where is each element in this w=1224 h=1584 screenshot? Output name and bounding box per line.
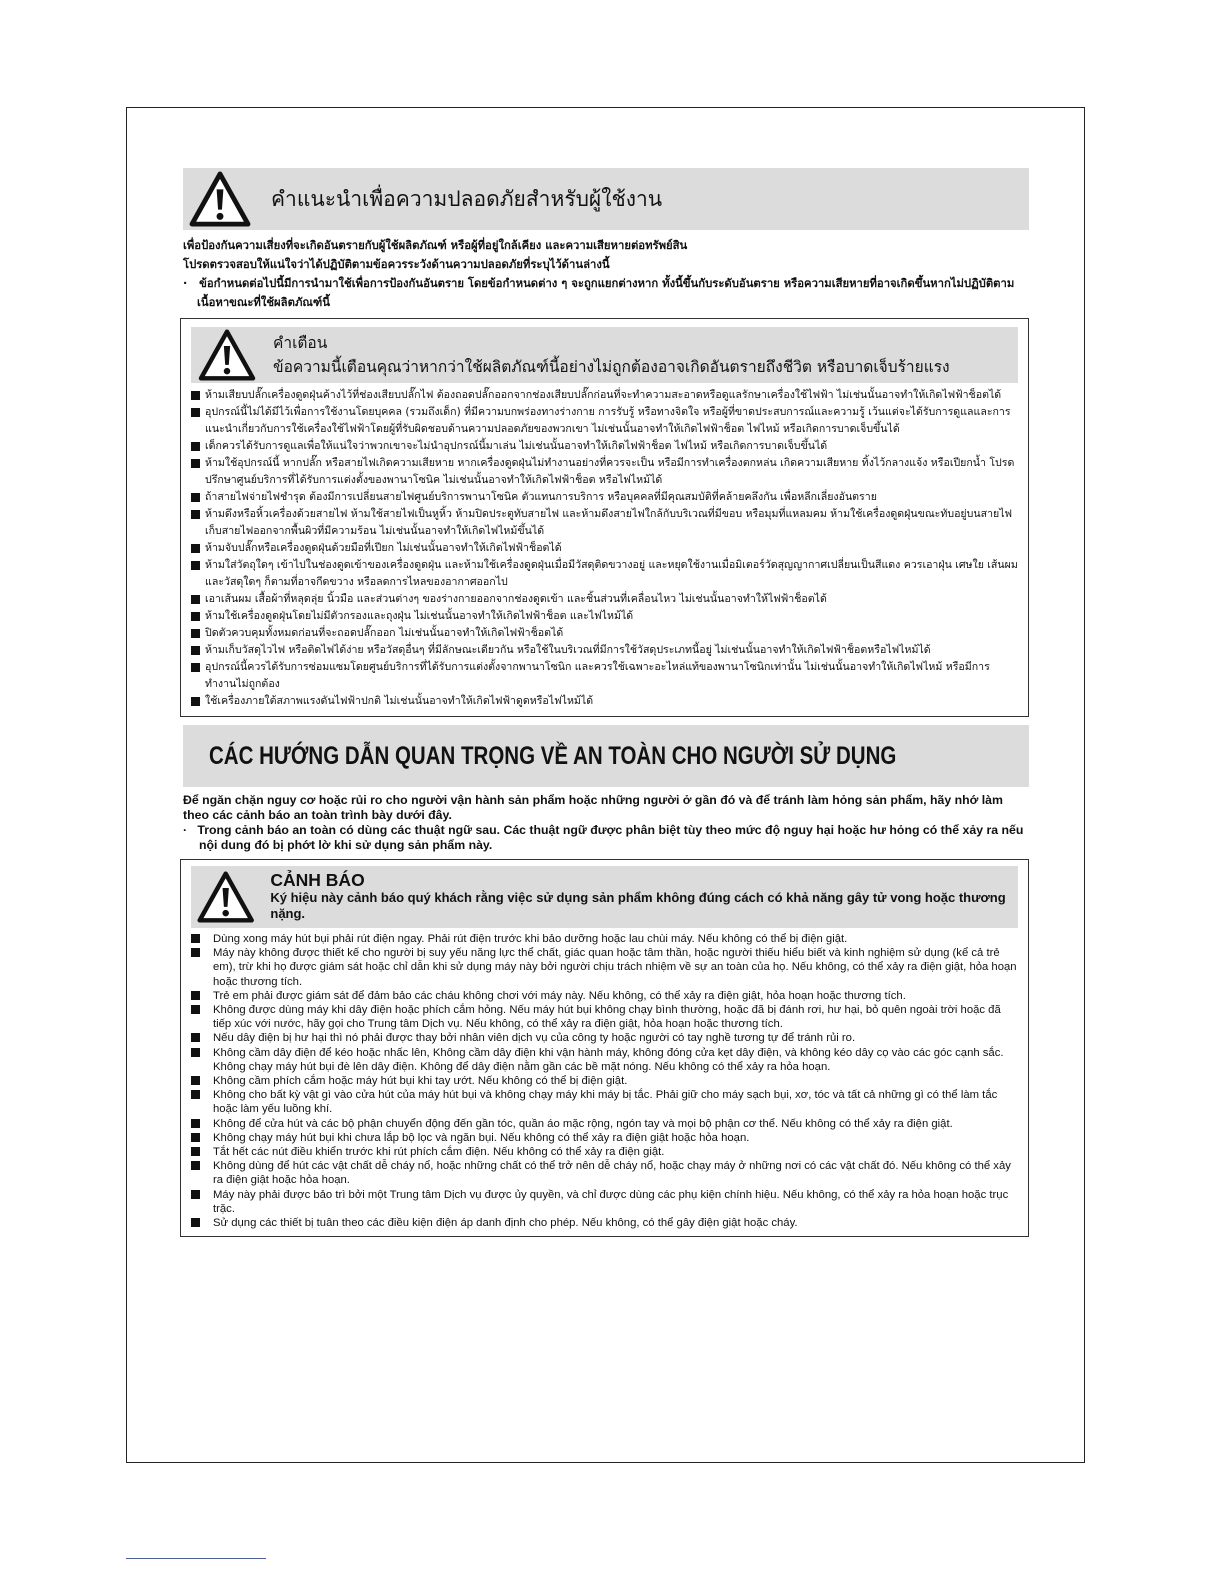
list-item-text: เอาเส้นผม เสื้อผ้าที่หลุดลุ่ย นิ้วมือ และส่วนต่างๆ ของร่างกายออกจากช่องดูดเข้า และชิ้นส่วนที่เคลื่อนไหว ไม่เช่นนั้นอาจทำให้ไฟฟ้าช็อตได้ xyxy=(205,593,827,605)
list-item-text: Trẻ em phải được giám sát để đảm bảo các cháu không chơi với máy này. Nếu không, có thể xảy ra điện giật, hỏa hoạn hoặc thương tích. xyxy=(213,989,906,1002)
list-item-text: ห้ามจับปลั๊กหรือเครื่องดูดฝุ่นด้วยมือที่เปียก ไม่เช่นนั้นอาจทำให้เกิดไฟฟ้าช็อตได้ xyxy=(205,542,562,554)
list-item xyxy=(191,591,1018,608)
list-item-text: ห้ามดึงหรือหิ้วเครื่องด้วยสายไฟ ห้ามใช้สายไฟเป็นหูหิ้ว ห้ามปิดประตูทับสายไฟ และห้ามดึงสายไฟใกล้กับบริเวณที่มีขอบ หรือมุมที่แหลมคม ห้ามใช้เครื่องดูดฝุ่นขณะทับอยู่บนสายไฟ เก็บสายไฟออกจากพื้นผิวที่มีความร้อน ไม่เช่นนั้นอาจทำให้เกิดไฟไหม้ขึ้นได้ xyxy=(205,508,1013,537)
thai-warning-heading xyxy=(273,331,950,379)
square-bullet-icon xyxy=(191,595,200,604)
square-bullet-icon xyxy=(191,1218,200,1227)
list-item-text: ห้ามใช้อุปกรณ์นี้ หากปลั๊ก หรือสายไฟเกิดความเสียหาย หากเครื่องดูดฝุ่นไม่ทำงานอย่างที่ควรจะเป็น หรือมีการทำเครื่องตกหล่น เกิดความเสียหาย ทิ้งไว้กลางแจ้ง หรือเปียกน้ำ โปรดปรึกษาศูนย์บริการที่ได้รับการแต่งตั้งของพานาโซนิค ไม่เช่นนั้นอาจทำให้เกิดไฟฟ้าช็อต หรือไฟไหม้ได้ xyxy=(205,457,1015,486)
list-item xyxy=(191,1145,1018,1159)
square-bullet-icon xyxy=(191,442,200,451)
thai-intro-bullet-text: ข้อกำหนดต่อไปนี้มีการนำมาใช้เพื่อการป้องกันอันตราย โดยข้อกำหนดต่าง ๆ จะถูกแยกต่างหาก ทั้งนี้ขึ้นกับระดับอันตราย หรือความเสียหายที่อาจเกิดขึ้นหากไม่ปฏิบัติตามเนื้อหาขณะที่ใช้ผลิตภัณฑ์นี้ xyxy=(197,277,1015,309)
vietnamese-intro xyxy=(183,793,1029,853)
safety-content xyxy=(183,168,1029,1237)
list-item-text: Nếu dây điện bị hư hại thì nó phải được thay bởi nhân viên dịch vụ của công ty hoặc người có tay nghề tương tự để tránh rủi ro. xyxy=(213,1032,856,1045)
thai-intro xyxy=(183,236,1029,312)
list-item-text: Máy này phải được bảo trì bởi một Trung tâm Dịch vụ được ủy quyền, và chỉ được dùng các phụ kiện chính hiệu. Nếu không, có thể xảy ra hỏa hoạn hoặc trục trặc. xyxy=(213,1188,1009,1215)
list-item xyxy=(191,1216,1018,1230)
thai-intro-line-1: เพื่อป้องกันความเสี่ยงที่จะเกิดอันตรายกับผู้ใช้ผลิตภัณฑ์ หรือผู้ที่อยู่ใกล้เคียง และความเสียหายต่อทรัพย์สิน xyxy=(183,239,688,252)
list-item xyxy=(191,455,1018,489)
vietnamese-intro-line: Để ngăn chặn nguy cơ hoặc rủi ro cho người vận hành sản phẩm hoặc những người ở gần đó và để tránh làm hỏng sản phẩm, hãy nhớ làm theo các cảnh báo an toàn trình bày dưới đây. xyxy=(183,793,1003,822)
square-bullet-icon xyxy=(191,1090,200,1099)
list-item xyxy=(191,438,1018,455)
square-bullet-icon xyxy=(191,1133,200,1142)
square-bullet-icon xyxy=(191,1005,200,1014)
list-item xyxy=(191,1088,1018,1116)
list-item xyxy=(191,989,1018,1003)
list-item-text: Không cho bất kỳ vật gì vào cửa hút của máy hút bụi và không chạy máy khi máy bị tắc. Phải giữ cho máy sạch bụi, xơ, tóc và tất cả những gì có thể làm tắc hoặc làm yếu luồng khí. xyxy=(213,1089,998,1116)
vietnamese-warning-title: CẢNH BÁO xyxy=(270,870,365,890)
list-item-text: ถ้าสายไฟจ่ายไฟชำรุด ต้องมีการเปลี่ยนสายไฟศูนย์บริการพานาโซนิค ตัวแทนการบริการ หรือบุคคลที่มีคุณสมบัติที่คล้ายคลึงกัน เพื่อหลีกเลี่ยงอันตราย xyxy=(205,491,877,503)
list-item xyxy=(191,1159,1018,1187)
square-bullet-icon xyxy=(191,697,200,706)
thai-warning-list xyxy=(191,387,1018,710)
square-bullet-icon xyxy=(191,544,200,553)
square-bullet-icon xyxy=(191,459,200,468)
list-item-text: Không cầm dây điện để kéo hoặc nhấc lên, Không cầm dây điện khi vận hành máy, không đóng cửa kẹt dây điện, và không kéo dây cọ vào các góc cạnh sắc. Không chạy máy hút bụi đè lên dây điện. Không để dây điện nằm gần các bề mặt nóng. Nếu không có thể xảy ra hỏa hoạn. xyxy=(213,1046,1004,1073)
square-bullet-icon xyxy=(191,1033,200,1042)
list-item xyxy=(191,404,1018,438)
square-bullet-icon xyxy=(191,1161,200,1170)
list-item xyxy=(191,608,1018,625)
list-item-text: ปิดตัวควบคุมทั้งหมดก่อนที่จะถอดปลั๊กออก ไม่เช่นนั้นอาจทำให้เกิดไฟฟ้าช็อตได้ xyxy=(205,627,564,639)
vietnamese-title-banner xyxy=(183,725,1029,787)
vietnamese-warning-subtitle: Ký hiệu này cảnh báo quý khách rằng việc sử dụng sản phẩm không đúng cách có khả năng gây tử vong hoặc thương nặng. xyxy=(270,890,1006,921)
vietnamese-section xyxy=(183,725,1029,1237)
vietnamese-warning-banner xyxy=(191,866,1018,928)
list-item xyxy=(191,387,1018,404)
square-bullet-icon xyxy=(191,663,200,672)
list-item xyxy=(191,1046,1018,1074)
list-item-text: Dùng xong máy hút bụi phải rút điện ngay. Phải rút điện trước khi bảo dưỡng hoặc lau chùi máy. Nếu không có thể bị điện giật. xyxy=(213,933,848,945)
list-item xyxy=(191,540,1018,557)
square-bullet-icon xyxy=(191,391,200,400)
list-item-text: Không để cửa hút và các bộ phận chuyển động đến gần tóc, quần áo mặc rộng, ngón tay và mọi bộ phận cơ thể. Nếu không có thể xảy ra điện giật. xyxy=(213,1117,953,1130)
square-bullet-icon xyxy=(191,612,200,621)
list-item xyxy=(191,659,1018,693)
list-item-text: ห้ามใส่วัตถุใดๆ เข้าไปในช่องดูดเข้าของเครื่องดูดฝุ่น และห้ามใช้เครื่องดูดฝุ่นเมื่อมีวัสดุติดขวางอยู่ และหยุดใช้งานเมื่อมิเตอร์วัดสุญญากาศเปลี่ยนเป็นสีแดง ควรเอาฝุ่น เศษใย เส้นผม และวัสดุใดๆ ก็ตามที่อาจกีดขวาง หรือลดการไหลของอากาศออกไป xyxy=(205,559,1018,588)
square-bullet-icon xyxy=(191,493,200,502)
list-item-text: Tắt hết các nút điều khiển trước khi rút phích cắm điện. Nếu không có thể xảy ra điện giật. xyxy=(213,1146,665,1159)
thai-warning-subtitle: ข้อความนี้เตือนคุณว่าหากว่าใช้ผลิตภัณฑ์นี้อย่างไม่ถูกต้องอาจเกิดอันตรายถึงชีวิต หรือบาดเจ็บร้ายแรง xyxy=(273,358,950,376)
list-item xyxy=(191,625,1018,642)
list-item-text: ใช้เครื่องภายใต้สภาพแรงดันไฟฟ้าปกติ ไม่เช่นนั้นอาจทำให้เกิดไฟฟ้าดูดหรือไฟไหม้ได้ xyxy=(205,695,594,707)
thai-intro-line-2: โปรดตรวจสอบให้แน่ใจว่าได้ปฏิบัติตามข้อควรระวังด้านความปลอดภัยที่ระบุไว้ด้านล่างนี้ xyxy=(183,258,610,271)
thai-warning-box xyxy=(180,318,1029,717)
thai-title: คำแนะนำเพื่อความปลอดภัยสำหรับผู้ใช้งาน xyxy=(271,186,663,211)
list-item xyxy=(191,693,1018,710)
list-item-text: Không dùng để hút các vật chất dễ cháy nổ, hoặc những chất có thể trở nên dễ cháy nổ, hoặc chạy máy ở những nơi có các vật chất đó. Nếu không có thể xảy ra điện giật hoặc hỏa hoạn. xyxy=(213,1160,1011,1187)
warning-triangle-icon xyxy=(189,171,251,227)
list-item-text: Máy này không được thiết kế cho người bị suy yếu năng lực thể chất, giác quan hoặc tâm thần, hoặc người thiếu hiểu biết và kinh nghiệm sử dụng (kể cả trẻ em), trừ khi họ được giám sát hoặc chỉ dẫn khi sử dụng máy này bởi người chịu trách nhiệm về sự an toàn của họ. Nếu không, có thể xảy ra điện giật, hỏa hoạn hoặc thương tích. xyxy=(213,947,1017,988)
list-item xyxy=(191,932,1018,946)
list-item-text: เด็กควรได้รับการดูแลเพื่อให้แน่ใจว่าพวกเขาจะไม่นำอุปกรณ์นี้มาเล่น ไม่เช่นนั้นอาจทำให้เกิดไฟฟ้าช็อต ไฟไหม้ หรือเกิดการบาดเจ็บขึ้นได้ xyxy=(205,440,828,452)
list-item-text: Không được dùng máy khi dây điện hoặc phích cắm hỏng. Nếu máy hút bụi không chạy bình thường, hoặc đã bị đánh rơi, hư hại, bỏ quên ngoài trời hoặc đã tiếp xúc với nước, hãy gọi cho Trung tâm Dịch vụ. Nếu không, có thể xảy ra điện giật, hỏa hoạn hoặc thương tích. xyxy=(213,1004,1001,1031)
list-item-text: Không chạy máy hút bụi khi chưa lắp bộ lọc và ngăn bụi. Nếu không có thể xảy ra điện giật hoặc hỏa hoạn. xyxy=(213,1131,750,1144)
vietnamese-intro-bullet-text: Trong cảnh báo an toàn có dùng các thuật ngữ sau. Các thuật ngữ được phân biệt tùy theo mức độ nguy hại hoặc hư hỏng có thể xảy ra nếu nội dung đó bị phớt lờ khi sử dụng sản phẩm này. xyxy=(197,823,1024,852)
list-item xyxy=(191,506,1018,540)
vietnamese-intro-bullet: · Trong cảnh báo an toàn có dùng các thuật ngữ sau. Các thuật ngữ được phân biệt tùy theo mức độ nguy hại hoặc hư hỏng có thể xảy ra nếu nội dung đó bị phớt lờ khi sử dụng sản phẩm này. xyxy=(183,823,1024,852)
square-bullet-icon xyxy=(191,1076,200,1085)
list-item xyxy=(191,946,1018,989)
square-bullet-icon xyxy=(191,1190,200,1199)
list-item xyxy=(191,1003,1018,1031)
page-link-underline[interactable] xyxy=(126,1558,266,1559)
square-bullet-icon xyxy=(191,408,200,417)
square-bullet-icon xyxy=(191,1147,200,1156)
square-bullet-icon xyxy=(191,1119,200,1128)
square-bullet-icon xyxy=(191,510,200,519)
thai-warning-title: คำเตือน xyxy=(273,334,328,352)
thai-section xyxy=(183,168,1029,717)
list-item xyxy=(191,489,1018,506)
square-bullet-icon xyxy=(191,561,200,570)
thai-intro-bullet: · ข้อกำหนดต่อไปนี้มีการนำมาใช้เพื่อการป้องกันอันตราย โดยข้อกำหนดต่าง ๆ จะถูกแยกต่างหาก ทั้งนี้ขึ้นกับระดับอันตราย หรือความเสียหายที่อาจเกิดขึ้นหากไม่ปฏิบัติตามเนื้อหาขณะที่ใช้ผลิตภัณฑ์นี้ xyxy=(183,277,1015,309)
thai-warning-banner xyxy=(191,327,1018,383)
square-bullet-icon xyxy=(191,629,200,638)
list-item xyxy=(191,1188,1018,1216)
vietnamese-warning-heading xyxy=(270,868,1018,926)
warning-triangle-icon xyxy=(197,329,257,381)
vietnamese-title: CÁC HƯỚNG DẪN QUAN TRỌNG VỀ AN TOÀN CHO NGƯỜI SỬ DỤNG xyxy=(209,741,897,770)
list-item-text: Không cầm phích cắm hoặc máy hút bụi khi tay ướt. Nếu không có thể bị điện giật. xyxy=(213,1075,628,1088)
list-item-text: ห้ามเก็บวัสดุไวไฟ หรือติดไฟได้ง่าย หรือวัสดุอื่นๆ ที่มีลักษณะเดียวกัน หรือใช้ในบริเวณที่มีการใช้วัสดุประเภทนี้อยู่ ไม่เช่นนั้นอาจทำให้เกิดไฟฟ้าช็อตหรือไฟไหม้ได้ xyxy=(205,644,931,656)
list-item-text: ห้ามเสียบปลั๊กเครื่องดูดฝุ่นค้างไว้ที่ช่องเสียบปลั๊กไฟ ต้องถอดปลั๊กออกจากช่องเสียบปลั๊กก่อนที่จะทำความสะอาดหรือดูแลรักษาเครื่องใช้ไฟฟ้า ไม่เช่นนั้นอาจทำให้เกิดไฟฟ้าช็อตได้ xyxy=(205,389,1002,401)
square-bullet-icon xyxy=(191,948,200,957)
vietnamese-warning-box xyxy=(180,859,1029,1237)
list-item-text: ห้ามใช้เครื่องดูดฝุ่นโดยไม่มีตัวกรองและถุงฝุ่น ไม่เช่นนั้นอาจทำให้เกิดไฟฟ้าช็อต และไฟไหม้ได้ xyxy=(205,610,634,622)
list-item xyxy=(191,1031,1018,1045)
square-bullet-icon xyxy=(191,934,200,943)
list-item xyxy=(191,1074,1018,1088)
warning-triangle-icon xyxy=(197,871,254,923)
thai-title-banner xyxy=(183,168,1029,230)
list-item-text: Sử dụng các thiết bị tuân theo các điều kiện điện áp danh định cho phép. Nếu không, có thể gây điện giật hoặc cháy. xyxy=(213,1217,798,1230)
list-item xyxy=(191,642,1018,659)
square-bullet-icon xyxy=(191,646,200,655)
list-item xyxy=(191,1117,1018,1131)
list-item-text: อุปกรณ์นี้ไม่ได้มีไว้เพื่อการใช้งานโดยบุคคล (รวมถึงเด็ก) ที่มีความบกพร่องทางร่างกาย การรับรู้ หรือทางจิตใจ หรือผู้ที่ขาดประสบการณ์และความรู้ เว้นแต่จะได้รับการดูแลและการแนะนำเกี่ยวกับการใช้เครื่องใช้ไฟฟ้าโดยผู้ที่รับผิดชอบด้านความปลอดภัยของพวกเขา ไม่เช่นนั้นอาจทำให้เกิดไฟฟ้าช็อต ไฟไหม้ หรือเกิดการบาดเจ็บขึ้นได้ xyxy=(205,406,1011,435)
square-bullet-icon xyxy=(191,1048,200,1057)
vietnamese-warning-list xyxy=(191,932,1018,1230)
list-item xyxy=(191,557,1018,591)
list-item-text: อุปกรณ์นี้ควรได้รับการซ่อมแซมโดยศูนย์บริการที่ได้รับการแต่งตั้งจากพานาโซนิก และควรใช้เฉพาะอะไหล่แท้ของพานาโซนิกเท่านั้น ไม่เช่นนั้นอาจทำให้เกิดไฟไหม้ หรือมีการทำงานไม่ถูกต้อง xyxy=(205,661,990,690)
square-bullet-icon xyxy=(191,991,200,1000)
list-item xyxy=(191,1131,1018,1145)
